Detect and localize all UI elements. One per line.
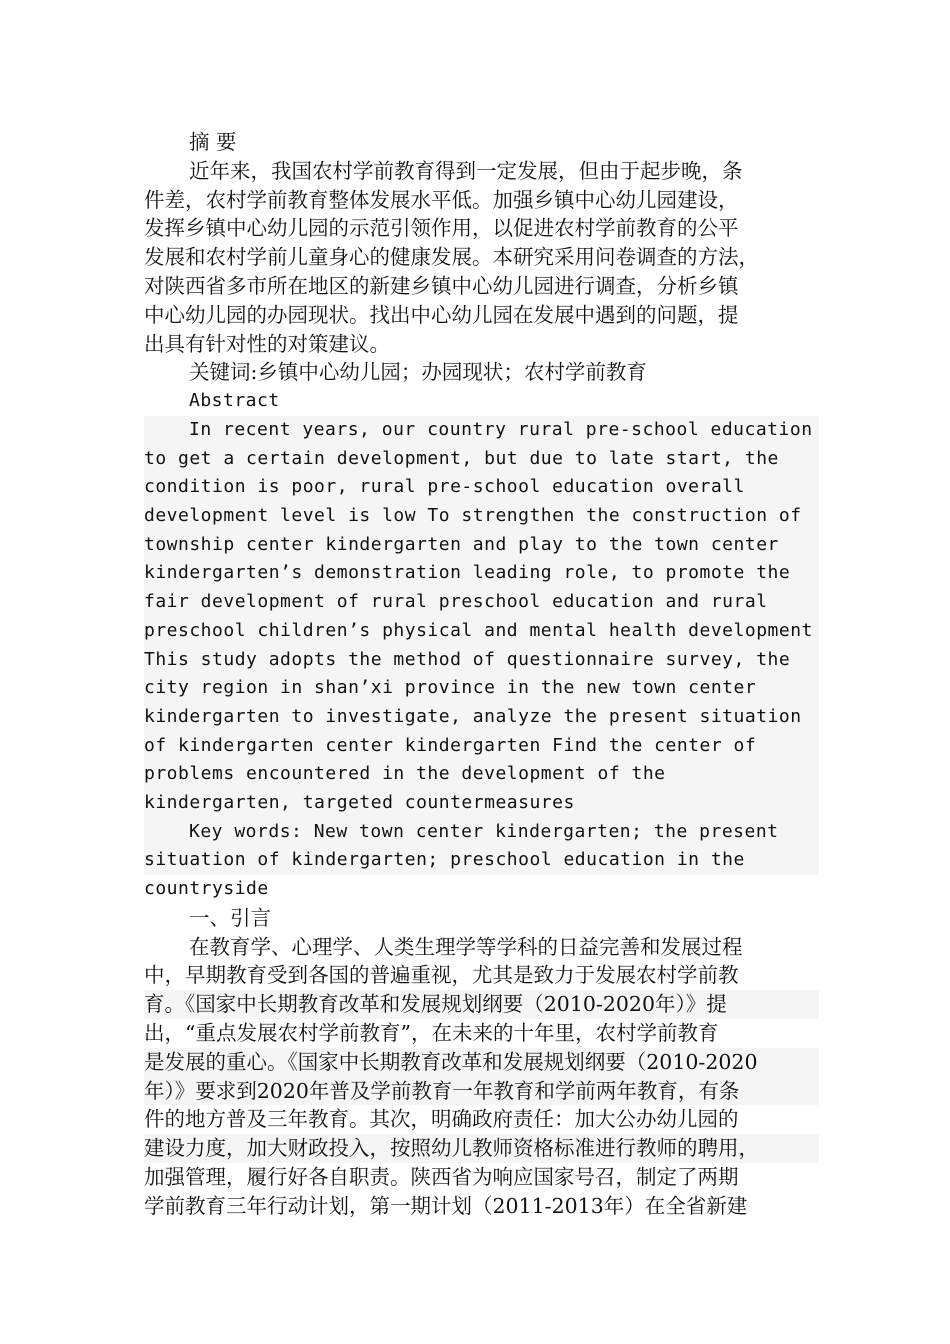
abstract-en-line: fair development of rural preschool education and rural	[144, 588, 819, 617]
abstract-en-line: city region in shan’xi province in the new town center	[144, 674, 819, 703]
intro-line: 件的地方普及三年教育。其次，明确政府责任：加大公办幼儿园的	[144, 1107, 739, 1132]
keywords-zh: 关键词:乡镇中心幼儿园；办园现状；农村学前教育	[189, 360, 647, 385]
abstract-en-line: condition is poor, rural pre-school education overall	[144, 473, 819, 502]
abstract-zh-body	[144, 157, 819, 359]
abstract-en-line: kindergarten to investigate, analyze the present situation	[144, 703, 819, 732]
intro-line: 年）》要求到2020年普及学前教育一年教育和学前两年教育，有条	[144, 1077, 819, 1106]
abstract-en-line: preschool children’s physical and mental health development	[144, 617, 819, 646]
intro-line: 是发展的重心。《国家中长期教育改革和发展规划纲要（2010-2020	[144, 1048, 819, 1077]
abstract-zh-line: 近年来，我国农村学前教育得到一定发展，但由于起步晚，条	[189, 158, 743, 183]
intro-body	[144, 933, 819, 1221]
abstract-en-line: kindergarten, targeted countermeasures	[144, 789, 819, 818]
keywords-en-line: situation of kindergarten; preschool education in the	[144, 846, 819, 875]
keywords-en-line: countryside	[144, 878, 269, 900]
intro-line: 学前教育三年行动计划，第一期计划（2011-2013年）在全省新建	[144, 1193, 748, 1218]
intro-line: 在教育学、心理学、人类生理学等学科的日益完善和发展过程	[189, 934, 743, 959]
abstract-en-line: of kindergarten center kindergarten Find the center of	[144, 732, 819, 761]
abstract-en-line: kindergarten’s demonstration leading role, to promote the	[144, 559, 819, 588]
abstract-zh-line: 发挥乡镇中心幼儿园的示范引领作用，以促进农村学前教育的公平	[144, 216, 739, 241]
keywords-en-line: Key words: New town center kindergarten; the present	[144, 818, 819, 847]
abstract-en-line: This study adopts the method of questionnaire survey, the	[144, 646, 819, 675]
abstract-zh-line: 件差，农村学前教育整体发展水平低。加强乡镇中心幼儿园建设，	[144, 187, 739, 212]
abstract-en-line: development level is low To strengthen the construction of	[144, 502, 819, 531]
abstract-zh-line: 发展和农村学前儿童身心的健康发展。本研究采用问卷调查的方法，	[144, 245, 759, 270]
keywords-en	[144, 818, 819, 904]
abstract-zh-line: 出具有针对性的对策建议。	[144, 331, 390, 356]
intro-heading: 一、引言	[189, 905, 271, 930]
abstract-en-line: In recent years, our country rural pre-school education	[144, 416, 819, 445]
abstract-zh-line: 对陕西省多市所在地区的新建乡镇中心幼儿园进行调查，分析乡镇	[144, 273, 739, 298]
intro-line: 中，早期教育受到各国的普遍重视，尤其是致力于发展农村学前教	[144, 963, 739, 988]
intro-line: 出，“重点发展农村学前教育”，在未来的十年里，农村学前教育	[144, 1021, 719, 1046]
intro-line: 建设力度，加大财政投入，按照幼儿教师资格标准进行教师的聘用，	[144, 1134, 819, 1163]
intro-line: 育。《国家中长期教育改革和发展规划纲要（2010-2020年）》提	[144, 990, 819, 1019]
abstract-en-line: township center kindergarten and play to the town center	[144, 531, 819, 560]
intro-line: 加强管理，履行好各自职责。陕西省为响应国家号召，制定了两期	[144, 1165, 739, 1189]
abstract-en-body	[144, 416, 819, 818]
abstract-en-line: to get a certain development, but due to late start, the	[144, 445, 819, 474]
abstract-zh-line: 中心幼儿园的办园现状。找出中心幼儿园在发展中遇到的问题，提	[144, 302, 739, 327]
abstract-en-heading: Abstract	[189, 390, 280, 412]
abstract-en-line: problems encountered in the development of the	[144, 760, 819, 789]
abstract-heading: 摘 要	[189, 130, 237, 154]
document-page	[144, 128, 819, 1221]
